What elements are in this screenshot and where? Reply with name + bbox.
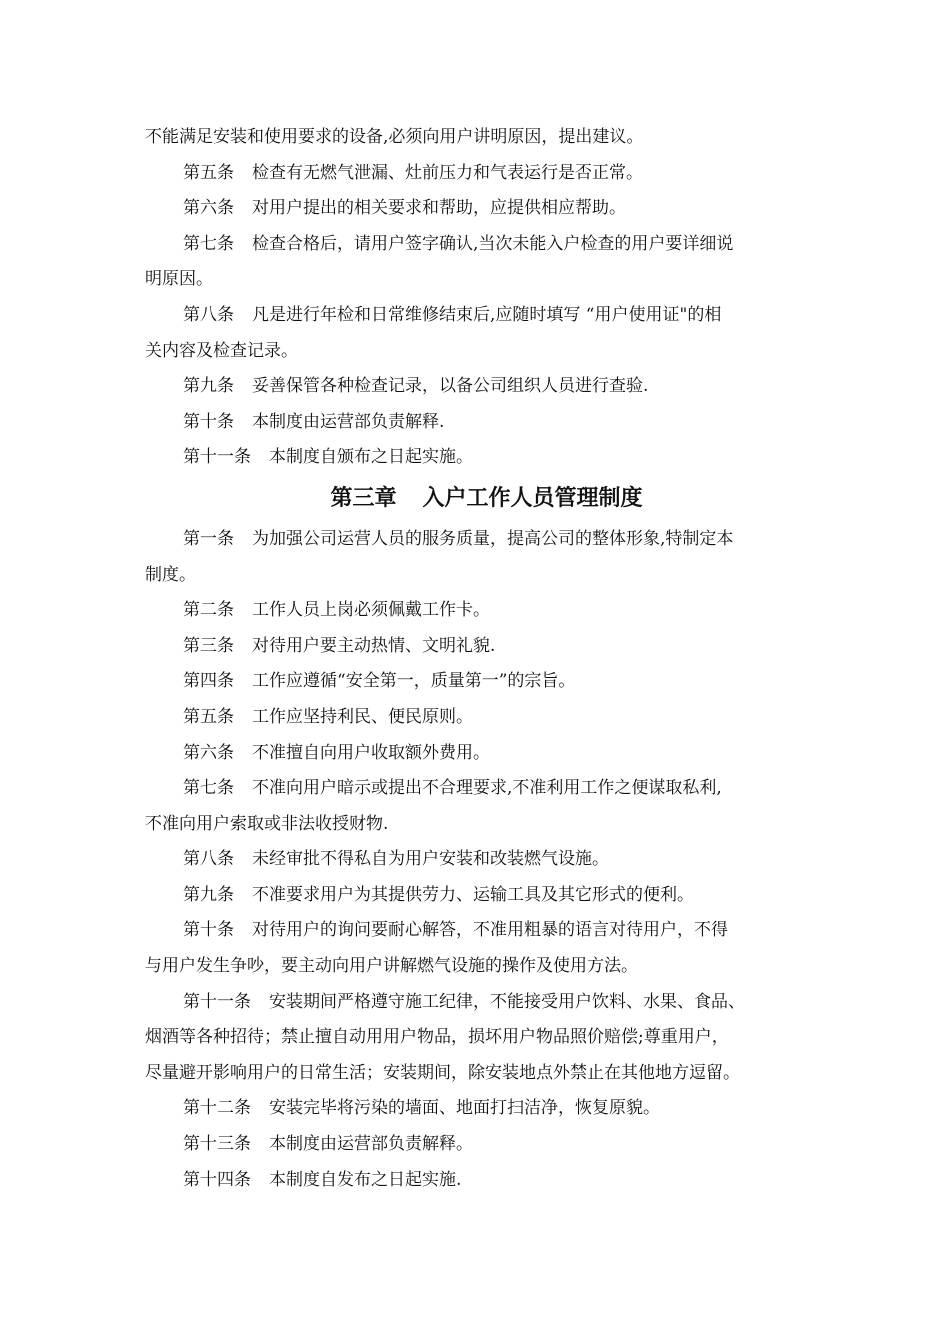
article-text: 烟酒等各种招待；禁止擅自动用用户物品，损坏用户物品照价赔偿;尊重用户，: [145, 1027, 729, 1048]
article-number: 第八条: [183, 849, 234, 870]
continuation-line: [145, 120, 810, 156]
article-text: 本制度自颁布之日起实施。: [269, 447, 473, 468]
article-text: 工作人员上岗必须佩戴工作卡。: [252, 600, 490, 621]
regulation-section-chapter-3: [145, 522, 810, 1198]
continuation-line: [145, 334, 810, 370]
article-text: 凡是进行年检和日常维修结束后,应随时填写 “用户使用证"的相: [252, 304, 722, 325]
article-number: 第三条: [183, 635, 234, 656]
article-text: 妥善保管各种检查记录，以备公司组织人员进行查验.: [252, 376, 649, 397]
article-number: 第六条: [183, 198, 234, 219]
article-line: [145, 405, 810, 441]
article-text: 本制度由运营部负责解释。: [269, 1134, 473, 1155]
article-line: [145, 771, 810, 807]
article-text: 安装期间严格遵守施工纪律，不能接受用户饮料、水果、食品、: [269, 991, 745, 1012]
article-line: [145, 985, 810, 1021]
article-line: [145, 593, 810, 629]
continuation-line: [145, 1020, 810, 1056]
article-number: 第十二条: [183, 1098, 251, 1119]
article-text: 对待用户要主动热情、文明礼貌.: [252, 635, 496, 656]
article-text: 不准擅自向用户收取额外费用。: [252, 742, 490, 763]
article-line: [145, 664, 810, 700]
article-line: [145, 298, 810, 334]
article-text: 尽量避开影响用户的日常生活；安装期间，除安装地点外禁止在其他地方逗留。: [145, 1062, 740, 1083]
article-line: [145, 878, 810, 914]
article-text: 为加强公司运营人员的服务质量，提高公司的整体形象,特制定本: [252, 528, 734, 549]
article-line: [145, 913, 810, 949]
document-page: [145, 120, 810, 1198]
article-line: [145, 700, 810, 736]
article-number: 第四条: [183, 671, 234, 692]
article-text: 检查有无燃气泄漏、灶前压力和气表运行是否正常。: [252, 162, 643, 183]
article-text: 不准要求用户为其提供劳力、运输工具及其它形式的便利。: [252, 884, 694, 905]
article-text: 不准向用户暗示或提出不合理要求,不准利用工作之便谋取私利,: [252, 778, 722, 799]
article-text: 与用户发生争吵，要主动向用户讲解燃气设施的操作及使用方法。: [145, 956, 638, 977]
article-text: 明原因。: [145, 269, 213, 290]
article-line: [145, 1163, 810, 1199]
continuation-line: [145, 807, 810, 843]
article-line: [145, 440, 810, 476]
article-text: 工作应坚持利民、便民原则。: [252, 706, 473, 727]
article-text: 安装完毕将污染的墙面、地面打扫洁净，恢复原貌。: [269, 1098, 660, 1119]
article-line: [145, 629, 810, 665]
article-number: 第七条: [183, 233, 234, 254]
chapter-title: 入户工作人员管理制度: [422, 485, 643, 511]
article-text: 不准向用户索取或非法收授财物.: [145, 813, 389, 834]
article-line: [145, 736, 810, 772]
article-number: 第十一条: [183, 991, 251, 1012]
article-line: [145, 1127, 810, 1163]
regulation-section-previous: [145, 120, 810, 476]
article-number: 第十条: [183, 411, 234, 432]
article-number: 第九条: [183, 884, 234, 905]
article-number: 第一条: [183, 528, 234, 549]
article-text: 检查合格后，请用户签字确认,当次未能入户检查的用户要详细说: [252, 233, 734, 254]
article-text: 本制度由运营部负责解释.: [252, 411, 445, 432]
article-text: 不能满足安装和使用要求的设备,必须向用户讲明原因，提出建议。: [145, 127, 644, 147]
article-number: 第十条: [183, 920, 234, 941]
article-line: [145, 842, 810, 878]
article-number: 第二条: [183, 600, 234, 621]
article-number: 第五条: [183, 706, 234, 727]
continuation-line: [145, 262, 810, 298]
article-number: 第十三条: [183, 1134, 251, 1155]
article-text: 对待用户的询问要耐心解答，不准用粗暴的语言对待用户，不得: [252, 920, 728, 941]
article-line: [145, 522, 810, 558]
article-number: 第八条: [183, 304, 234, 325]
article-number: 第十一条: [183, 447, 251, 468]
article-line: [145, 156, 810, 192]
article-text: 对用户提出的相关要求和帮助，应提供相应帮助。: [252, 198, 626, 219]
article-number: 第七条: [183, 778, 234, 799]
article-number: 第十四条: [183, 1169, 251, 1190]
chapter-heading: [145, 476, 810, 522]
chapter-number: 第三章: [330, 485, 397, 511]
article-text: 关内容及检查记录。: [145, 340, 298, 361]
article-line: [145, 227, 810, 263]
article-text: 工作应遵循“安全第一，质量第一”的宗旨。: [252, 671, 576, 692]
continuation-line: [145, 949, 810, 985]
article-text: 本制度自发布之日起实施.: [269, 1169, 462, 1190]
article-text: 制度。: [145, 564, 196, 585]
article-line: [145, 369, 810, 405]
article-line: [145, 191, 810, 227]
article-number: 第九条: [183, 376, 234, 397]
article-line: [145, 1091, 810, 1127]
continuation-line: [145, 558, 810, 594]
article-number: 第六条: [183, 742, 234, 763]
article-text: 未经审批不得私自为用户安装和改装燃气设施。: [252, 849, 609, 870]
continuation-line: [145, 1056, 810, 1092]
article-number: 第五条: [183, 162, 234, 183]
